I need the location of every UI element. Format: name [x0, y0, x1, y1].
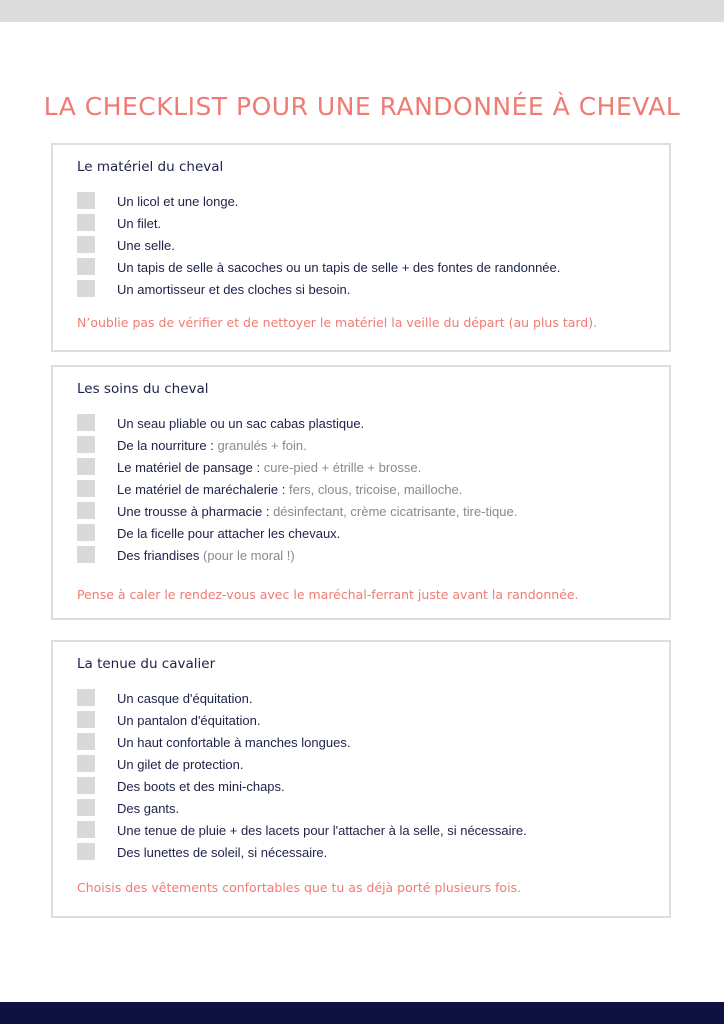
item-label: Un tapis de selle à sacoches ou un tapis de selle + des fontes de randonnée. — [117, 260, 561, 275]
checkbox[interactable] — [77, 214, 95, 231]
checkbox[interactable] — [77, 546, 95, 563]
item-label: Une tenue de pluie + des lacets pour l'attacher à la selle, si nécessaire. — [117, 823, 527, 838]
checkbox[interactable] — [77, 733, 95, 750]
checkbox[interactable] — [77, 843, 95, 860]
item-text — [117, 194, 238, 209]
item-text — [117, 260, 560, 275]
checkbox[interactable] — [77, 777, 95, 794]
item-label: Des friandises — [117, 548, 200, 563]
item-text — [117, 460, 421, 475]
item-text — [117, 691, 252, 706]
checkbox[interactable] — [77, 502, 95, 519]
item-label: Une selle. — [117, 238, 175, 253]
item-detail: (pour le moral !) — [199, 548, 295, 563]
item-text — [117, 416, 364, 431]
item-text — [117, 823, 527, 838]
section-title: Le matériel du cheval — [77, 159, 224, 175]
item-text — [117, 845, 327, 860]
section-note: Choisis des vêtements confortables que tu as déjà porté plusieurs fois. — [77, 880, 522, 895]
checkbox[interactable] — [77, 414, 95, 431]
item-label: Une trousse à pharmacie : — [117, 504, 270, 519]
item-text — [117, 504, 517, 519]
section-card-materiel — [51, 143, 671, 352]
item-label: Des boots et des mini-chaps. — [117, 779, 285, 794]
checkbox[interactable] — [77, 236, 95, 253]
section-card-tenue — [51, 640, 671, 918]
checkbox[interactable] — [77, 480, 95, 497]
item-text — [117, 216, 161, 231]
item-text — [117, 735, 350, 750]
section-title: Les soins du cheval — [77, 381, 209, 397]
section-card-soins — [51, 365, 671, 620]
checkbox[interactable] — [77, 755, 95, 772]
checkbox[interactable] — [77, 436, 95, 453]
top-bar — [0, 0, 724, 22]
checkbox[interactable] — [77, 711, 95, 728]
footer-bar — [0, 1002, 724, 1024]
item-text — [117, 438, 307, 453]
item-label: Des lunettes de soleil, si nécessaire. — [117, 845, 328, 860]
checkbox[interactable] — [77, 280, 95, 297]
item-label: Un filet. — [117, 216, 162, 231]
item-label: Un pantalon d'équitation. — [117, 713, 261, 728]
item-label: Un seau pliable ou un sac cabas plastique. — [117, 416, 365, 431]
item-text — [117, 282, 350, 297]
item-text — [117, 526, 340, 541]
item-label: Le matériel de pansage : — [117, 460, 261, 475]
checkbox[interactable] — [77, 192, 95, 209]
checkbox[interactable] — [77, 524, 95, 541]
item-text — [117, 482, 462, 497]
item-label: De la nourriture : — [117, 438, 214, 453]
item-label: De la ficelle pour attacher les chevaux. — [117, 526, 341, 541]
item-detail: granulés + foin. — [213, 438, 307, 453]
item-text — [117, 801, 179, 816]
item-label: Un casque d'équitation. — [117, 691, 253, 706]
item-detail: désinfectant, crème cicatrisante, tire-tique. — [269, 504, 518, 519]
item-label: Un amortisseur et des cloches si besoin. — [117, 282, 351, 297]
item-text — [117, 779, 285, 794]
section-note: Pense à caler le rendez-vous avec le maréchal-ferrant juste avant la randonnée. — [77, 587, 579, 602]
checkbox[interactable] — [77, 799, 95, 816]
item-label: Un licol et une longe. — [117, 194, 239, 209]
section-note: N’oublie pas de vérifier et de nettoyer le matériel la veille du départ (au plus tard). — [77, 315, 598, 330]
item-text — [117, 713, 260, 728]
item-text — [117, 548, 295, 563]
page-title: LA CHECKLIST POUR UNE RANDONNÉE À CHEVAL — [43, 91, 681, 121]
item-text — [117, 757, 243, 772]
checkbox[interactable] — [77, 689, 95, 706]
item-label: Un gilet de protection. — [117, 757, 244, 772]
section-title: La tenue du cavalier — [77, 656, 216, 672]
item-label: Le matériel de maréchalerie : — [117, 482, 286, 497]
item-label: Des gants. — [117, 801, 180, 816]
item-detail: cure-pied + étrille + brosse. — [260, 460, 422, 475]
checkbox[interactable] — [77, 458, 95, 475]
checkbox[interactable] — [77, 821, 95, 838]
checkbox[interactable] — [77, 258, 95, 275]
item-label: Un haut confortable à manches longues. — [117, 735, 351, 750]
item-detail: fers, clous, tricoise, mailloche. — [285, 482, 463, 497]
item-text — [117, 238, 175, 253]
